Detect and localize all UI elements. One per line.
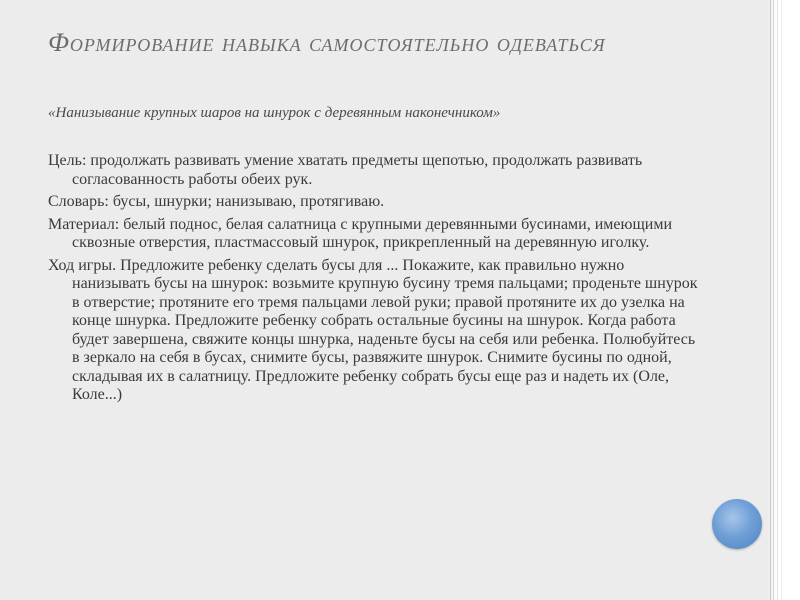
goal-paragraph: Цель: продолжать развивать умение хватать предметы щепотью, продолжать развивать согласованность работы обеих рук. (48, 152, 643, 188)
blue-circle-icon[interactable] (712, 499, 762, 549)
frame-line (777, 0, 778, 600)
frame-line (770, 0, 771, 600)
frame-line (781, 0, 782, 600)
slide-body (48, 152, 698, 409)
vocabulary-paragraph: Словарь: бусы, шнурки; нанизываю, протягиваю. (48, 193, 385, 210)
frame-line (773, 0, 774, 600)
slide-subtitle: «Нанизывание крупных шаров на шнурок с деревянным наконечником» (48, 105, 501, 121)
game-progress-paragraph: Ход игры. Предложите ребенку сделать бусы для ... Покажите, как правильно нужно нанизывать бусы на шнурок: возьмите крупную бусину тремя пальцами; проденьте шнурок в отверстие; протяните его тремя пальцами левой руки; правой протяните их до узелка на конце шнурка. Предложите ребенку собрать остальные бусины на шнурок. Когда работа будет завершена, свяжите концы шнурка, наденьте бусы на себя или ребенка. Полюбуйтесь в зеркало на себя в бусах, снимите бусы, развяжите шнурок. Снимите бусины по одной, складывая их в салатницу. Предложите ребенку собрать бусы еще раз и надеть их (Оле, Коле...) (48, 256, 698, 403)
slide-title: Формирование навыка самостоятельно одеваться (48, 28, 606, 57)
material-paragraph: Материал: белый поднос, белая салатница с крупными деревянными бусинами, имеющими сквозные отверстия, пластмассовый шнурок, прикрепленный на деревянную иголку. (48, 215, 673, 251)
